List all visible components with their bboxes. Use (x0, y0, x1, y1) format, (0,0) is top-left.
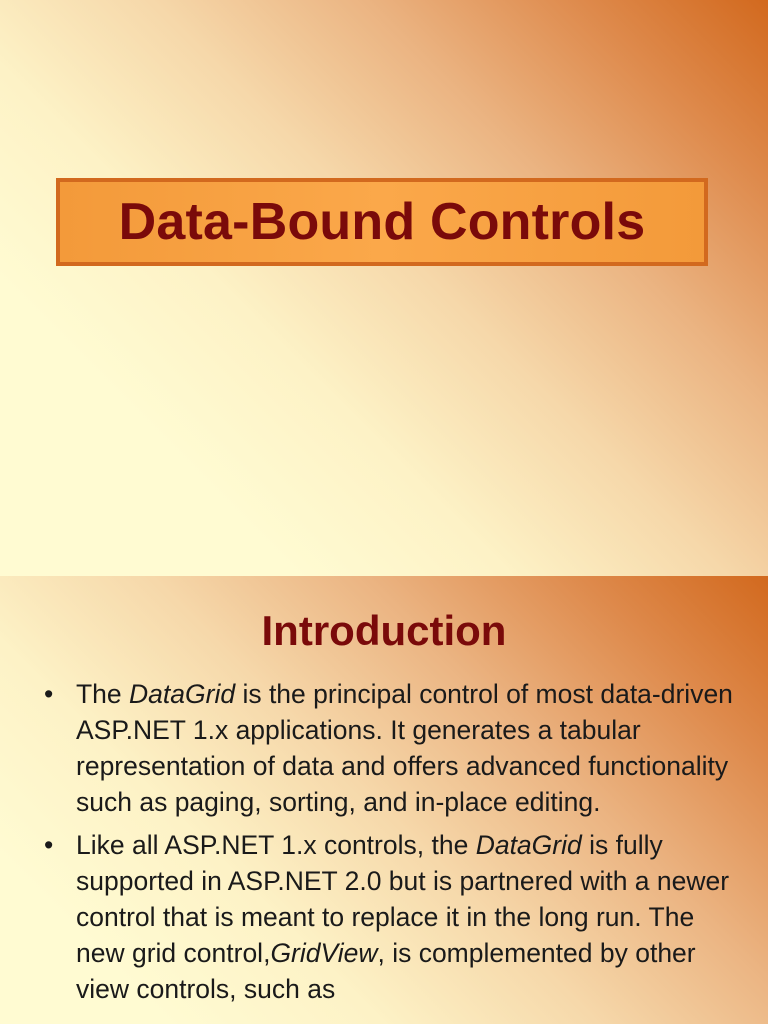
bullet-text: The (76, 679, 130, 709)
slide-heading: Introduction (261, 607, 507, 654)
slide-introduction (0, 576, 768, 1024)
bullet-text: is fully supported in ASP.NET 2.0 but is partnered with a newer control that is meant to replace it in the long run. The new grid control, (76, 830, 730, 968)
bullet-text: is the principal control of most data-driven ASP.NET 1.x applications. It generates a tabular representation of data and offers advanced functionality such as paging, sorting, and in-place editing. (76, 679, 733, 817)
title-box (56, 178, 708, 266)
bullet-text: Like all ASP.NET 1.x controls, the (76, 830, 476, 860)
bullet-dot: • (44, 679, 54, 709)
bullet-item (44, 676, 744, 820)
bullet-list (44, 676, 744, 1014)
bullet-item (44, 827, 744, 1007)
bullet-text: , is complemented by other view controls, such as (76, 938, 696, 1004)
slide-title-text: Data-Bound Controls (118, 193, 646, 251)
bullet-emphasis: DataGrid (475, 830, 582, 860)
bullet-emphasis: DataGrid (129, 679, 236, 709)
bullet-emphasis: GridView (270, 938, 378, 968)
bullet-dot: • (44, 830, 54, 860)
